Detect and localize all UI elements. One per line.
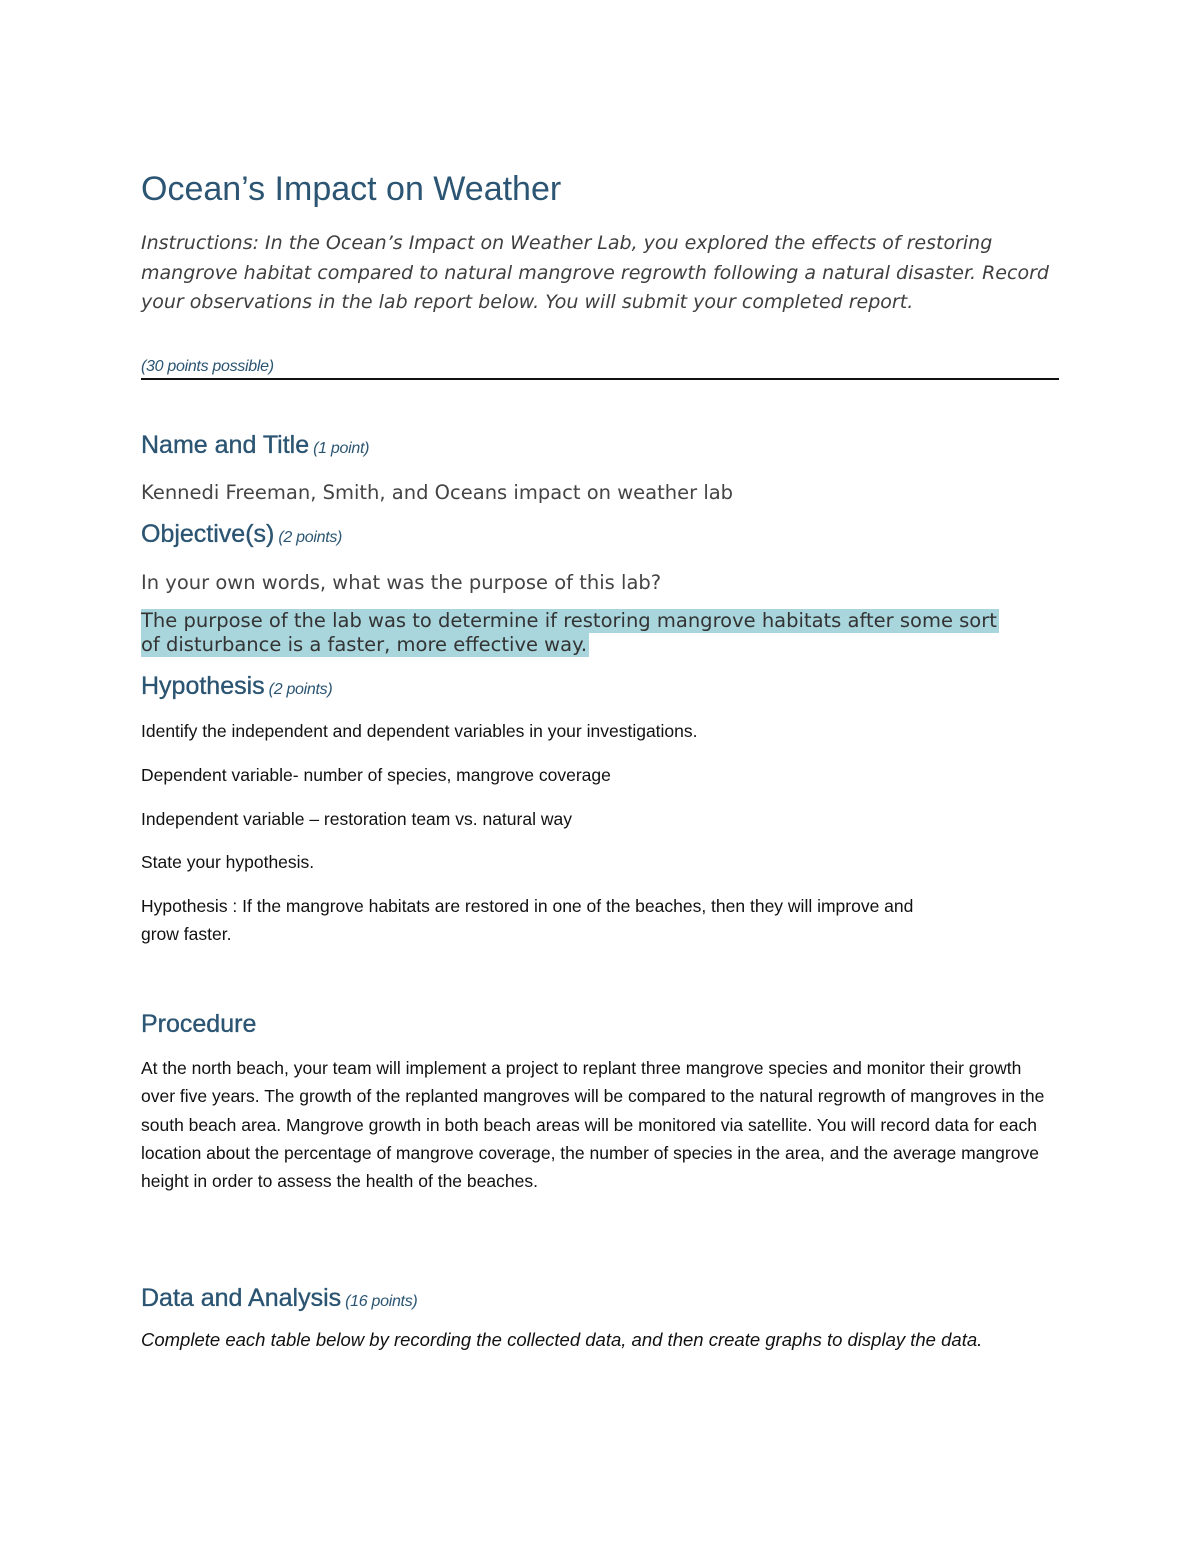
objectives-answer-line2: of disturbance is a faster, more effective way. (141, 632, 588, 656)
objectives-answer-line1: The purpose of the lab was to determine if restoring mangrove habitats after some sort (141, 609, 997, 632)
document-title: Ocean’s Impact on Weather (141, 170, 562, 208)
name-title-heading-text: Name and Title (141, 431, 310, 459)
dependent-variable: Dependent variable- number of species, mangrove coverage (141, 765, 611, 785)
procedure-text: At the north beach, your team will implement a project to replant three mangrove species and monitor their growth over five years. The growth of the replanted mangroves will be compared to the natural regrowth of mangroves in the south beach area. Mangrove growth in both beach areas will be monitored via satellite. You will record data for each location about the percentage of mangrove coverage, the number of species in the area, and the average mangrove height in order to assess the health of the beaches. (141, 1058, 1045, 1192)
objectives-answer (141, 609, 1059, 656)
name-title-heading (141, 431, 369, 460)
hypothesis-heading-text: Hypothesis (141, 672, 265, 700)
header-divider (141, 378, 1059, 380)
instructions-text: Instructions: In the Ocean’s Impact on Weather Lab, you explored the effects of restoring mangrove habitat compared to natural mangrove regrowth following a natural disaster. Record your observations in the lab report below. You will submit your completed report. (141, 232, 1049, 313)
data-analysis-heading (141, 1284, 417, 1313)
data-analysis-heading-text: Data and Analysis (141, 1284, 342, 1312)
hypothesis-line1: Hypothesis : If the mangrove habitats are restored in one of the beaches, then they will improve and (141, 896, 914, 916)
objectives-heading-text: Objective(s) (141, 520, 275, 548)
hypothesis-line2: grow faster. (141, 924, 232, 944)
hypothesis-points: (2 points) (268, 681, 333, 698)
hypothesis-heading (141, 672, 332, 701)
procedure-heading: Procedure (141, 1010, 257, 1038)
hypothesis-prompt: State your hypothesis. (141, 852, 315, 872)
independent-variable: Independent variable – restoration team vs. natural way (141, 809, 572, 829)
objectives-points: (2 points) (278, 529, 343, 546)
points-possible: (30 points possible) (141, 358, 274, 375)
name-title-answer: Kennedi Freeman, Smith, and Oceans impact on weather lab (141, 481, 734, 504)
data-analysis-instruction: Complete each table below by recording the collected data, and then create graphs to display the data. (141, 1329, 983, 1350)
name-title-points: (1 point) (313, 440, 370, 457)
objectives-heading (141, 520, 342, 549)
objectives-question: In your own words, what was the purpose of this lab? (141, 571, 662, 594)
hypothesis-variables-prompt: Identify the independent and dependent variables in your investigations. (141, 721, 698, 741)
data-analysis-points: (16 points) (345, 1293, 418, 1310)
